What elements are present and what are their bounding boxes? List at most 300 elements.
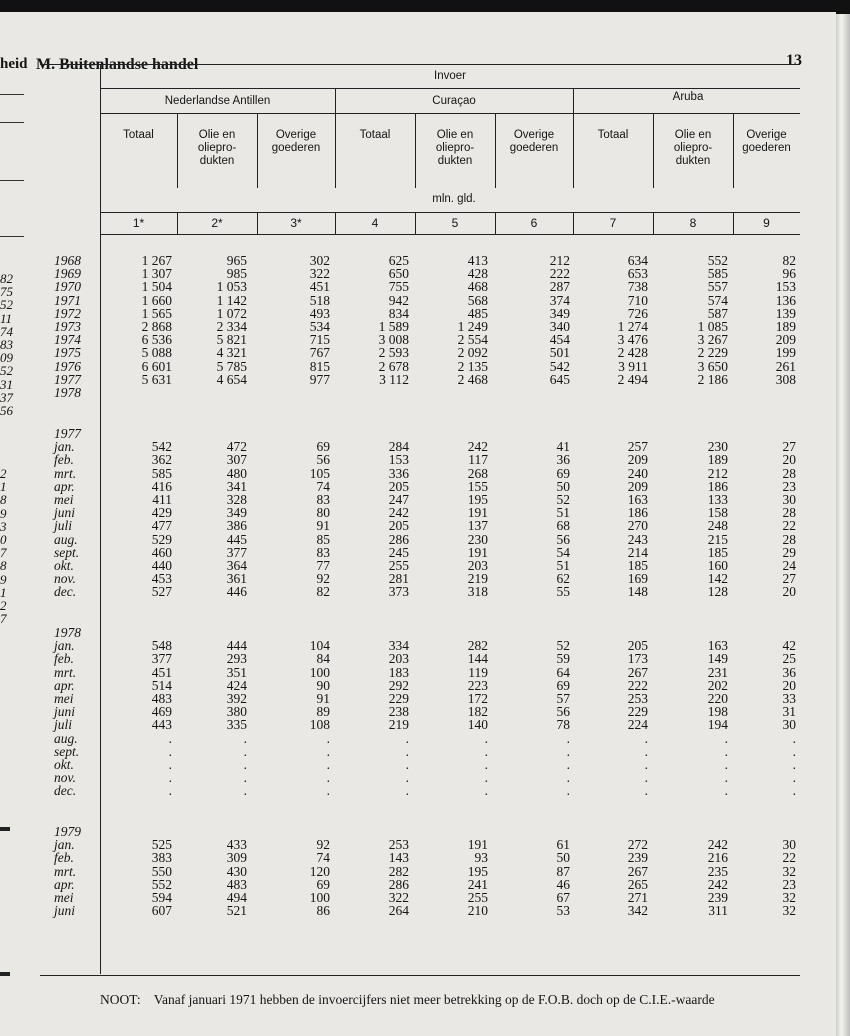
previous-page-number: 82 (0, 271, 13, 286)
table-cell: . (566, 783, 570, 799)
table-cell: 248 (707, 518, 728, 534)
table-cell: 36 (556, 452, 570, 468)
table-cell: 286 (388, 531, 409, 547)
table-cell: 501 (549, 345, 570, 361)
table-cell: 281 (388, 571, 409, 587)
row-label: aug. (54, 531, 78, 547)
table-cell: 82 (316, 584, 330, 600)
table-cell: . (792, 783, 796, 799)
table-cell: 185 (707, 544, 728, 560)
table-cell: 362 (151, 452, 172, 468)
table-cell: . (243, 730, 247, 746)
table-cell: 271 (627, 889, 648, 905)
table-cell: 27 (782, 439, 796, 455)
table-cell: 54 (556, 544, 570, 560)
column-header-1 (100, 129, 177, 142)
table-row (40, 546, 800, 559)
column-header-line: dukten (199, 155, 235, 167)
group-aruba: Aruba (672, 91, 704, 103)
table-cell: 1 249 (457, 318, 488, 334)
table-cell: 386 (226, 518, 247, 534)
table-cell: 195 (467, 491, 488, 507)
table-cell: 255 (467, 889, 488, 905)
table-cell: 257 (627, 439, 648, 455)
table-row (40, 745, 800, 758)
table-cell: . (168, 756, 172, 772)
previous-page-number: 1 (0, 479, 7, 495)
table-cell: 2 593 (378, 345, 409, 361)
column-header-line: Olie en (198, 129, 236, 141)
table-cell: 36 (782, 664, 796, 680)
table-cell: 100 (309, 664, 330, 680)
previous-page-number: 56 (0, 403, 13, 419)
table-cell: 5 821 (216, 332, 247, 348)
table-cell: 160 (707, 557, 728, 573)
row-label: apr. (54, 478, 75, 494)
table-cell: 548 (151, 638, 172, 654)
footnote-text: Vanaf januari 1971 hebben de invoercijfers niet meer betrekking op de F.O.B. doch op de C.I.E.-waarde (153, 992, 715, 1007)
column-header-line: Totaal (597, 129, 629, 141)
table-cell: . (405, 783, 409, 799)
table-cell: 69 (556, 677, 570, 693)
table-row (40, 294, 800, 307)
table-cell: 212 (549, 253, 570, 268)
table-cell: 552 (151, 876, 172, 892)
table-cell: 220 (707, 690, 728, 706)
grid-hline (100, 234, 800, 235)
table-cell: 267 (627, 664, 648, 680)
table-row (40, 758, 800, 771)
table-cell: 189 (775, 318, 796, 334)
table-cell: 69 (316, 876, 330, 892)
table-cell: . (724, 743, 728, 759)
row-label: 1971 (54, 292, 81, 308)
table-cell: 78 (556, 717, 570, 733)
table-cell: 2 186 (697, 371, 728, 387)
table-cell: 2 868 (141, 318, 172, 334)
table-cell: 89 (316, 704, 330, 720)
table-cell: 209 (627, 478, 648, 494)
table-cell: 186 (707, 478, 728, 494)
table-cell: 86 (316, 903, 330, 919)
table-cell: 61 (556, 837, 570, 853)
table-cell: 568 (467, 292, 488, 308)
unit-label: mln. gld. (432, 193, 476, 205)
table-cell: 342 (627, 903, 648, 919)
table-cell: 189 (707, 452, 728, 468)
table-cell: 2 428 (617, 345, 648, 361)
table-cell: 377 (226, 544, 247, 560)
column-header-7 (573, 129, 653, 142)
table-cell: 242 (467, 439, 488, 455)
row-label: nov. (54, 571, 76, 587)
row-label: 1970 (54, 279, 81, 295)
table-row (40, 519, 800, 532)
table-cell: 445 (226, 531, 247, 547)
row-label: 1975 (54, 345, 81, 361)
table-cell: 74 (316, 478, 330, 494)
previous-page-number: 7 (0, 545, 7, 561)
table-cell: 411 (152, 491, 172, 507)
table-cell: 137 (467, 518, 488, 534)
table-cell: 230 (467, 531, 488, 547)
table-cell: 587 (707, 305, 728, 321)
table-cell: 222 (627, 677, 648, 693)
table-cell: . (168, 730, 172, 746)
table-cell: 349 (549, 305, 570, 321)
previous-page-number: 0 (0, 532, 7, 548)
row-label: 1969 (54, 266, 81, 282)
table-cell: . (405, 770, 409, 786)
table-cell: 485 (467, 305, 488, 321)
table-cell: . (326, 756, 330, 772)
table-cell: 607 (151, 903, 172, 919)
table-cell: 32 (782, 903, 796, 919)
block-1979 (40, 825, 800, 917)
table-cell: 2 554 (457, 332, 488, 348)
table-cell: 3 267 (697, 332, 728, 348)
table-cell: 767 (309, 345, 330, 361)
table-cell: 153 (775, 279, 796, 295)
column-header-6 (495, 129, 573, 155)
previous-page-edge (0, 42, 30, 1032)
table-cell: . (644, 770, 648, 786)
previous-page-number: 09 (0, 350, 13, 366)
table-cell: 216 (707, 850, 728, 866)
table-cell: 3 650 (697, 358, 728, 374)
table-cell: 185 (627, 557, 648, 573)
table-cell: 139 (775, 305, 796, 321)
table-cell: 229 (627, 704, 648, 720)
table-cell: 557 (707, 279, 728, 295)
column-header-line: oliepro- (673, 142, 713, 154)
table-cell: . (168, 743, 172, 759)
table-row (40, 386, 800, 399)
table-cell: 3 476 (617, 332, 648, 348)
block-1978 (40, 626, 800, 797)
table-row (40, 360, 800, 373)
table-cell: 2 494 (617, 371, 648, 387)
table-cell: 41 (556, 439, 570, 455)
table-cell: 272 (627, 837, 648, 853)
previous-page-number: 31 (0, 376, 13, 392)
row-label: 1976 (54, 358, 81, 374)
table-cell: 205 (388, 518, 409, 534)
table-cell: 24 (782, 557, 796, 573)
table-cell: 1 267 (141, 253, 172, 268)
table-cell: 20 (782, 584, 796, 600)
table-cell: 5 088 (141, 345, 172, 361)
row-label: juni (54, 704, 76, 720)
table-cell: . (792, 756, 796, 772)
table-cell: 209 (627, 452, 648, 468)
table-cell: 443 (151, 717, 172, 733)
previous-page-number: 1 (0, 584, 7, 600)
table-cell: 183 (388, 664, 409, 680)
table-cell: 514 (151, 677, 172, 693)
page-title: M. Buitenlandse handel (36, 56, 199, 73)
table-cell: 205 (388, 478, 409, 494)
table-row (40, 373, 800, 386)
table-cell: 198 (707, 704, 728, 720)
table-cell: 1 504 (141, 279, 172, 295)
table-cell: 311 (708, 903, 728, 919)
table-cell: 52 (556, 491, 570, 507)
table-cell: . (405, 756, 409, 772)
table-cell: 942 (388, 292, 409, 308)
table-cell: 726 (627, 305, 648, 321)
previous-page-number: 74 (0, 323, 13, 339)
table-cell: 1 307 (141, 266, 172, 282)
table-cell: 133 (707, 491, 728, 507)
table-cell: 428 (467, 266, 488, 282)
page-number: 13 (786, 52, 802, 69)
table-cell: . (243, 783, 247, 799)
table-cell: 209 (775, 332, 796, 348)
table-cell: 253 (388, 837, 409, 853)
table-cell: 349 (226, 505, 247, 521)
table-cell: 3 911 (618, 358, 648, 374)
table-cell: 6 601 (141, 358, 172, 374)
table-cell: 191 (467, 544, 488, 560)
table-cell: 92 (316, 571, 330, 587)
table-cell: 1 589 (378, 318, 409, 334)
table-cell: 477 (151, 518, 172, 534)
table-cell: 282 (388, 863, 409, 879)
table-cell: . (792, 770, 796, 786)
row-label: juni (54, 505, 76, 521)
table-row (40, 533, 800, 546)
table-row (40, 666, 800, 679)
table-cell: 46 (556, 876, 570, 892)
table-cell: 340 (549, 318, 570, 334)
table-cell: 52 (556, 638, 570, 654)
table-cell: . (566, 730, 570, 746)
table-cell: 87 (556, 863, 570, 879)
table-cell: 424 (226, 677, 247, 693)
table-cell: 120 (309, 863, 330, 879)
row-label: feb. (54, 452, 74, 468)
table-cell: 261 (775, 358, 796, 374)
table-row (40, 851, 800, 864)
table-row (40, 732, 800, 745)
table-cell: . (484, 770, 488, 786)
column-header-line: dukten (675, 155, 711, 167)
table-cell: 163 (707, 638, 728, 654)
previous-page-number: 9 (0, 571, 7, 587)
table-cell: 182 (467, 704, 488, 720)
table-cell: 469 (151, 704, 172, 720)
table-cell: . (243, 756, 247, 772)
table-cell: 494 (226, 889, 247, 905)
table-cell: 454 (549, 332, 570, 348)
footnote (100, 992, 715, 1008)
row-label: feb. (54, 850, 74, 866)
row-label: mrt. (54, 465, 77, 481)
invoer-header: Invoer (434, 70, 466, 82)
table-cell: 351 (226, 664, 247, 680)
table-cell: 74 (316, 850, 330, 866)
table-cell: 64 (556, 664, 570, 680)
table-row (40, 679, 800, 692)
table-cell: 364 (226, 557, 247, 573)
table-cell: . (792, 743, 796, 759)
table-cell: 550 (151, 863, 172, 879)
table-cell: 62 (556, 571, 570, 587)
table-cell: . (405, 743, 409, 759)
table-cell: . (644, 743, 648, 759)
column-number-4: 4 (371, 216, 379, 230)
table-row (40, 865, 800, 878)
table-cell: 29 (782, 544, 796, 560)
column-number-1: 1* (132, 216, 145, 230)
previous-page-number: 7 (0, 611, 7, 627)
table-cell: 56 (556, 704, 570, 720)
table-cell: 28 (782, 465, 796, 481)
table-row (40, 718, 800, 731)
year-label: 1979 (54, 824, 81, 839)
table-cell: 834 (388, 305, 409, 321)
table-cell: 238 (388, 704, 409, 720)
table-cell: 25 (782, 651, 796, 667)
table-cell: 309 (226, 850, 247, 866)
table-cell: 373 (388, 584, 409, 600)
previous-page-numbers-2 (0, 467, 7, 625)
table-cell: 1 660 (141, 292, 172, 308)
table-cell: 223 (467, 677, 488, 693)
table-cell: 22 (782, 518, 796, 534)
previous-page-number: 2 (0, 466, 7, 481)
row-label: 1968 (54, 253, 81, 268)
table-cell: 440 (151, 557, 172, 573)
table-cell: 392 (226, 690, 247, 706)
column-number-8: 8 (689, 216, 697, 230)
column-header-line: Totaal (359, 129, 391, 141)
table-cell: . (644, 783, 648, 799)
table-cell: 28 (782, 505, 796, 521)
previous-page-number: 9 (0, 505, 7, 521)
previous-page-number: 11 (0, 310, 13, 326)
row-label: jan. (54, 837, 75, 853)
table-cell: 91 (316, 690, 330, 706)
table-cell: 3 008 (378, 332, 409, 348)
table-cell: 2 135 (457, 358, 488, 374)
table-cell: 128 (707, 584, 728, 600)
table-cell: 42 (782, 638, 796, 654)
table-cell: 529 (151, 531, 172, 547)
table-cell: . (405, 730, 409, 746)
table-cell: . (326, 770, 330, 786)
table-cell: 153 (388, 452, 409, 468)
table-cell: 92 (316, 837, 330, 853)
table-cell: 23 (782, 876, 796, 892)
table-cell: 815 (309, 358, 330, 374)
table-cell: 100 (309, 889, 330, 905)
table-cell: 264 (388, 903, 409, 919)
table-cell: 383 (151, 850, 172, 866)
table-cell: 32 (782, 889, 796, 905)
row-label: 1973 (54, 318, 81, 334)
table-cell: 186 (627, 505, 648, 521)
row-label: mei (54, 889, 74, 905)
table-cell: 374 (549, 292, 570, 308)
column-header-line: Olie en (674, 129, 712, 141)
table-cell: 169 (627, 571, 648, 587)
table-cell: 965 (226, 253, 247, 268)
block-1977 (40, 427, 800, 598)
table-row (40, 878, 800, 891)
table-cell: 525 (151, 837, 172, 853)
table-cell: 738 (627, 279, 648, 295)
table-cell: . (326, 730, 330, 746)
row-label: dec. (54, 783, 77, 799)
table-cell: 30 (782, 717, 796, 733)
previous-page-numbers (0, 272, 13, 417)
table-cell: 292 (388, 677, 409, 693)
row-label: sept. (54, 743, 80, 759)
table-cell: 286 (388, 876, 409, 892)
table-cell: 335 (226, 717, 247, 733)
table-cell: 57 (556, 690, 570, 706)
column-header-line: goederen (509, 142, 559, 154)
table-cell: 433 (226, 837, 247, 853)
row-label: 1977 (54, 371, 81, 387)
table-cell: . (644, 730, 648, 746)
previous-page-number: 83 (0, 337, 13, 353)
column-header-9 (733, 129, 800, 155)
table-cell: 22 (782, 850, 796, 866)
table-cell: . (792, 730, 796, 746)
table-cell: 472 (226, 439, 247, 455)
table-cell: 5 631 (141, 371, 172, 387)
table-cell: 119 (468, 664, 488, 680)
table-cell: . (326, 783, 330, 799)
year-label: 1977 (54, 426, 81, 441)
grid-hline (100, 88, 800, 89)
column-header-8 (653, 129, 733, 168)
table-cell: . (644, 756, 648, 772)
table-cell: 195 (467, 863, 488, 879)
table-cell: 245 (388, 544, 409, 560)
table-cell: 140 (467, 717, 488, 733)
table-cell: 1 085 (697, 318, 728, 334)
table-cell: 20 (782, 452, 796, 468)
column-header-line: goederen (271, 142, 321, 154)
table-cell: 985 (226, 266, 247, 282)
row-label: 1972 (54, 305, 81, 321)
column-header-5 (415, 129, 495, 168)
table-cell: 755 (388, 279, 409, 295)
table-cell: 243 (627, 531, 648, 547)
table-cell: 163 (627, 491, 648, 507)
column-number-3: 3* (290, 216, 302, 230)
table-cell: 413 (467, 253, 488, 268)
table-cell: 255 (388, 557, 409, 573)
table-cell: 215 (707, 531, 728, 547)
table-cell: 5 785 (216, 358, 247, 374)
column-header-3 (257, 129, 335, 155)
table-cell: 77 (316, 557, 330, 573)
table-cell: 30 (782, 491, 796, 507)
table-cell: 239 (707, 889, 728, 905)
table-row (40, 904, 800, 917)
table-cell: 2 334 (216, 318, 247, 334)
table-cell: . (724, 730, 728, 746)
row-label: feb. (54, 651, 74, 667)
row-label: mrt. (54, 664, 77, 680)
table-cell: 83 (316, 491, 330, 507)
table-cell: 56 (556, 531, 570, 547)
